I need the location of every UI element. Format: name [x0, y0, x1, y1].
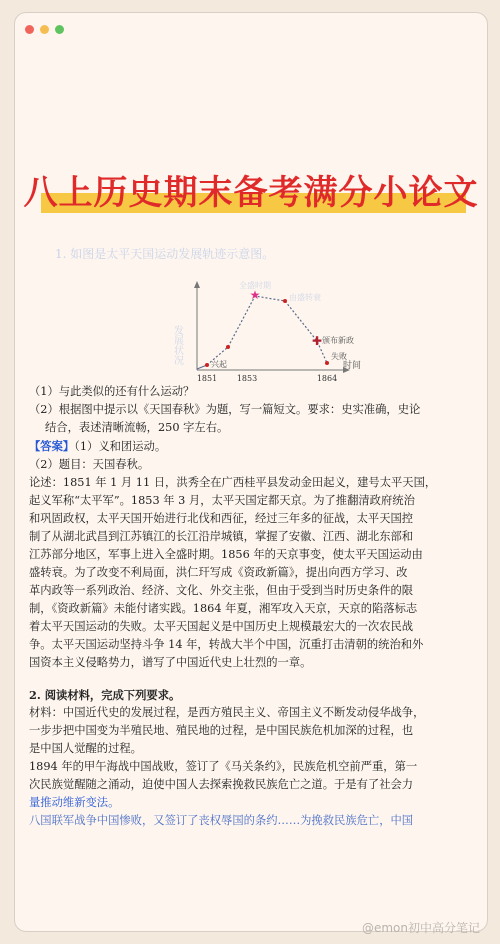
fail-point: [325, 361, 329, 365]
essay-line: 盛转衰。为了改变不利局面，洪仁玕写成《资政新篇》，提出向西方学习、改: [29, 566, 408, 579]
label-reform: 颁布新政: [322, 336, 354, 345]
answer-line-2: （2）题目：天国春秋。: [29, 458, 150, 471]
material-line: 次民族觉醒随之涌动，迫使中国人去探索挽救民族危亡之道。于是有了社会力: [29, 778, 414, 791]
y-axis-arrow: [194, 281, 200, 288]
material-line: 量推动维新变法。: [29, 796, 120, 809]
article-window: [14, 12, 488, 932]
answer-label: 【答案】: [29, 439, 75, 453]
y-axis-label: 发展状况: [171, 325, 183, 365]
development-chart: [155, 275, 375, 385]
essay-line: 起义军称“太平军”。1853 年 3 月，太平天国定都天京。为了推翻清政府统治: [29, 494, 415, 507]
minimize-window-icon[interactable]: [40, 25, 49, 34]
essay-line: 着太平天国运动的失败。太平天国起义是中国历史上规模最宏大的一次农民战: [29, 620, 414, 633]
essay-block: [29, 474, 479, 672]
material-line: 材料：中国近代史的发展过程，是西方殖民主义、帝国主义不断发动侵华战争，: [29, 706, 425, 719]
question-2-heading: 2. 阅读材料，完成下列要求。: [29, 688, 181, 702]
essay-line: 制，《资政新篇》未能付诸实践。1864 年夏，湘军攻入天京，天京的陷落标志: [29, 602, 418, 615]
close-window-icon[interactable]: [25, 25, 34, 34]
trend-line: [207, 296, 327, 365]
label-start: 兴起: [211, 360, 227, 369]
essay-line: 和巩固政权，太平天国开始进行北伐和西征，经过三年多的征战，太平天国控: [29, 512, 414, 525]
maximize-window-icon[interactable]: [55, 25, 64, 34]
x-axis-label: 时间: [343, 361, 362, 371]
sub-question-2-cont: 结合，表述清晰流畅，250 字左右。: [45, 421, 229, 434]
answer-1: （1）义和团运动。: [74, 440, 167, 453]
start-point: [205, 363, 209, 367]
essay-line: 革内政等一系列政治、经济、文化、外交主张，但由于受到当时历史条件的限: [29, 584, 414, 597]
sub-question-1: （1）与此类似的还有什么运动？: [29, 385, 195, 398]
essay-line: 国资本主义侵略势力，谱写了中国近代史上壮烈的一章。: [29, 656, 312, 669]
peak-star-icon: ★: [249, 288, 261, 302]
page-title: 八上历史期末备考满分小论文: [23, 173, 479, 213]
title-banner: [15, 163, 487, 223]
rise-point: [226, 345, 230, 349]
essay-line: 争。太平天国运动坚持斗争 14 年，转战大半个中国，沉重打击清朝的统治和外: [29, 638, 424, 651]
material-line: 一步步把中国变为半殖民地、殖民地的过程，是中国民族危机加深的过程，也: [29, 724, 414, 737]
material-block: [29, 704, 479, 830]
label-decline: 由盛转衰: [289, 293, 321, 302]
material-line: 1894 年的甲午海战中国战败，签订了《马关条约》，民族危机空前严重，第一: [29, 760, 418, 773]
material-line: 是中国人觉醒的过程。: [29, 742, 142, 755]
label-peak: 全盛时期: [239, 281, 271, 290]
essay-line: 论述：1851 年 1 月 11 日，洪秀全在广西桂平县发动金田起义，建号太平天国，: [29, 476, 437, 489]
tick-1864: 1864: [316, 374, 338, 383]
essay-line: 江苏部分地区，军事上进入全盛时期。1856 年的天京事变，使太平天国运动由: [29, 548, 423, 561]
decline-point: [283, 299, 287, 303]
answer-line-1: [29, 437, 479, 456]
watermark: @emon初中高分笔记: [361, 921, 480, 935]
tick-1851: 1851: [196, 374, 218, 383]
sub-question-2: （2）根据图中提示以《天国春秋》为题，写一篇短文。要求：史实准确，史论: [29, 403, 421, 416]
question-1-text: 1. 如图是太平天国运动发展轨迹示意图。: [55, 247, 275, 261]
label-fail: 失败: [331, 352, 347, 361]
window-controls: [25, 25, 64, 34]
tick-1853: 1853: [236, 374, 258, 383]
material-line: 八国联军战争中国惨败，又签订了丧权辱国的条约……为挽救民族危亡，中国: [29, 814, 414, 827]
essay-line: 制了从湖北武昌到江苏镇江的长江沿岸城镇，掌握了安徽、江西、湖北东部和: [29, 530, 414, 543]
reform-cross-icon: ✚: [311, 334, 323, 348]
article-body: [29, 383, 479, 830]
